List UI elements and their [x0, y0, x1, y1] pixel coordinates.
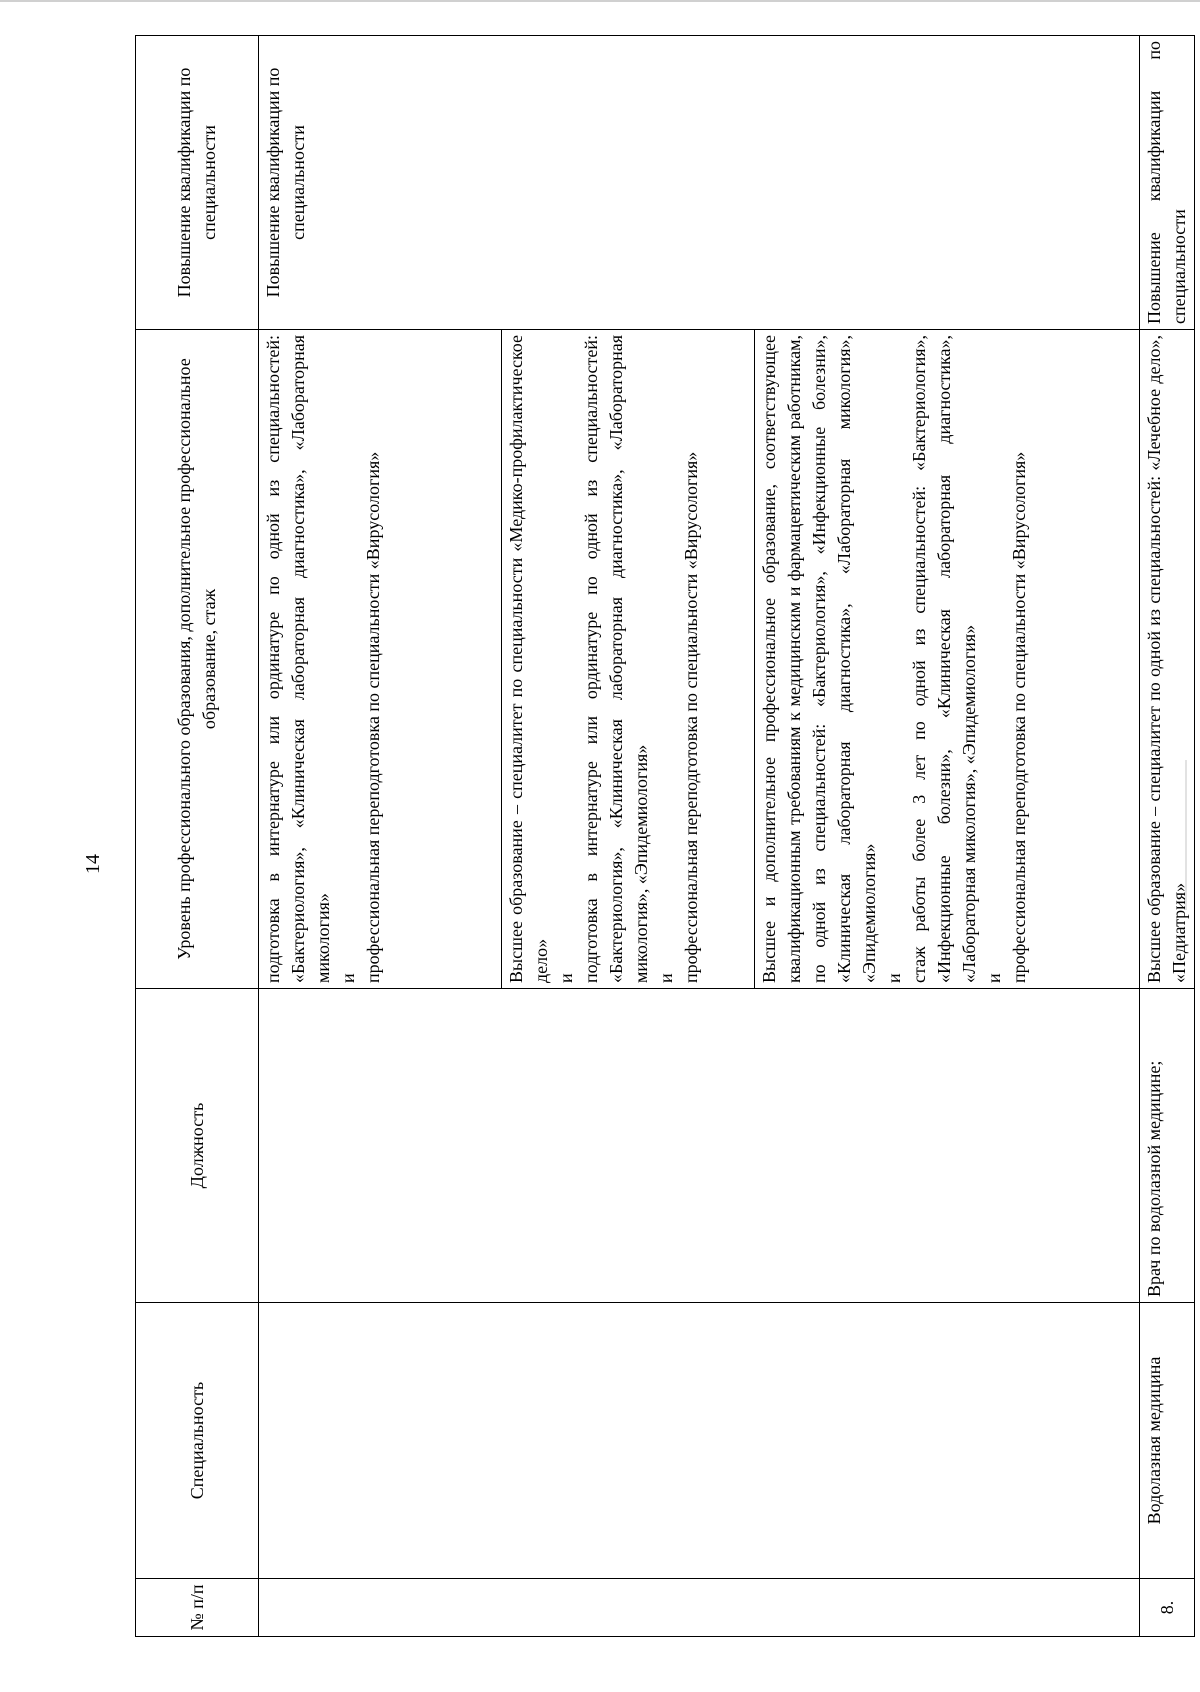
education-paragraph: профессиональная переподготовка по специальности «Вирусология» [1009, 451, 1029, 983]
education-block [755, 330, 1139, 988]
education-block [502, 330, 755, 988]
conjunction-text: и [656, 973, 676, 983]
education-blocks [259, 330, 1139, 988]
header-qualification: Повышение квалификации по специальности [136, 36, 259, 330]
conjunction-text: и [984, 973, 1004, 983]
conjunction-text: и [884, 973, 904, 983]
table-row-continued [259, 36, 1140, 1637]
cell-position [259, 989, 1140, 1303]
cell-num [259, 1579, 1140, 1637]
header-position: Должность [136, 989, 259, 1303]
cell-specialty [259, 1303, 1140, 1579]
cell-qualification-8: Повышение квалификации по специальности [1140, 36, 1195, 330]
cell-position-8: Врач по водолазной медицине; [1140, 989, 1195, 1303]
education-paragraph: профессиональная переподготовка по специальности «Вирусология» [363, 451, 383, 983]
scan-edge-top [0, 0, 1200, 2]
education-paragraph: Высшее образование – специалитет по специальности «Медико-профилактическое дело» [506, 335, 551, 983]
table-row-8 [1140, 36, 1195, 1637]
conjunction-text: и [556, 973, 576, 983]
cell-qualification: Повышение квалификации по специальности [259, 36, 1140, 330]
education-paragraph: подготовка в интернатуре или ординатуре по одной из специальностей: «Бактериология», «Клиническая лабораторная диагностика», «Лабораторная микология» [263, 335, 333, 983]
page-number: 14 [82, 854, 104, 874]
header-specialty: Специальность [136, 1303, 259, 1579]
cell-education-8: Высшее образование – специалитет по одной из специальностей: «Лечебное дело», «Педиатрия» [1140, 330, 1195, 989]
education-paragraph: Высшее и дополнительное профессиональное образование, соответствующее квалификационным требованиям к медицинским и фармацевтическим работникам, по одной из специальностей: «Бактериология», «Инфекционные болезни», «Клиническая лабораторная диагностика», «Лабораторная микология», «Эпидемиология» [759, 335, 879, 983]
education-block [259, 330, 502, 988]
education-paragraph: стаж работы более 3 лет по одной из специальностей: «Бактериология», «Инфекционные болезни», «Клиническая лабораторная диагностика», «Лабораторная микология», «Эпидемиология» [909, 335, 979, 983]
education-paragraph: профессиональная переподготовка по специальности «Вирусология» [681, 451, 701, 983]
education-paragraph: подготовка в интернатуре или ординатуре по одной из специальностей: «Бактериология», «Клиническая лабораторная диагностика», «Лабораторная микология», «Эпидемиология» [581, 335, 651, 983]
cell-num-8: 8. [1140, 1579, 1195, 1637]
qualification-table [135, 35, 1195, 1637]
cell-education-continued [259, 330, 1140, 989]
header-num: № п/п [136, 1579, 259, 1637]
cell-specialty-8: Водолазная медицина [1140, 1303, 1195, 1579]
table-header-row [136, 36, 259, 1637]
header-education: Уровень профессионального образования, дополнительное профессиональное образование, стаж [136, 330, 259, 989]
conjunction-text: и [338, 973, 358, 983]
rotated-table-container [135, 36, 1189, 1637]
